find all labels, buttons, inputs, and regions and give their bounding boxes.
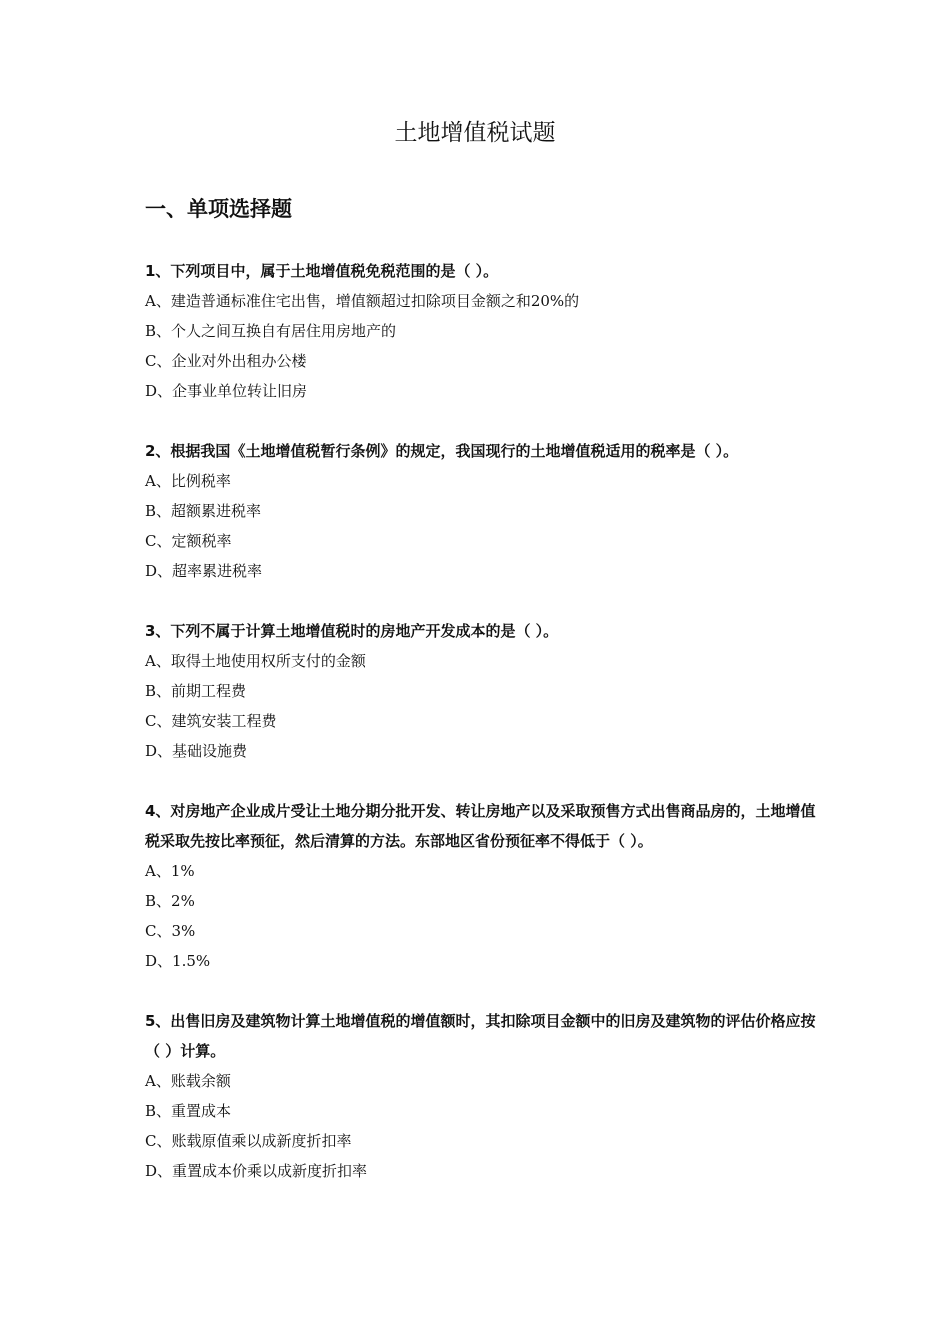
question-5 bbox=[145, 1006, 825, 1186]
option-c: C、定额税率 bbox=[145, 532, 232, 550]
question-text: 1、下列项目中，属于土地增值税免税范围的是（ ）。 bbox=[145, 262, 499, 280]
option-a: A、账载余额 bbox=[145, 1072, 231, 1090]
question-list bbox=[145, 256, 825, 1216]
option-b: B、个人之间互换自有居住用房地产的 bbox=[145, 322, 397, 340]
option-c: C、3% bbox=[145, 922, 196, 940]
question-1 bbox=[145, 256, 825, 406]
question-text: 2、根据我国《土地增值税暂行条例》的规定，我国现行的土地增值税适用的税率是（ ）。 bbox=[145, 442, 739, 460]
option-a: A、1% bbox=[145, 862, 195, 880]
option-d: D、重置成本价乘以成新度折扣率 bbox=[145, 1162, 368, 1180]
option-b: B、超额累进税率 bbox=[145, 502, 262, 520]
option-b: B、前期工程费 bbox=[145, 682, 247, 700]
option-c: C、账载原值乘以成新度折扣率 bbox=[145, 1132, 352, 1150]
option-d: D、企事业单位转让旧房 bbox=[145, 382, 308, 400]
question-4 bbox=[145, 796, 825, 976]
question-3 bbox=[145, 616, 825, 766]
option-c: C、建筑安装工程费 bbox=[145, 712, 277, 730]
option-a: A、取得土地使用权所支付的金额 bbox=[145, 652, 366, 670]
option-a: A、比例税率 bbox=[145, 472, 231, 490]
option-a: A、建造普通标准住宅出售，增值额超过扣除项目金额之和20%的 bbox=[145, 292, 580, 310]
document-title: 土地增值税试题 bbox=[394, 120, 556, 146]
question-2 bbox=[145, 436, 825, 586]
option-b: B、2% bbox=[145, 892, 195, 910]
question-text: 5、出售旧房及建筑物计算土地增值税的增值额时，其扣除项目金额中的旧房及建筑物的评估价格应按（ ）计算。 bbox=[145, 1012, 816, 1060]
section-heading: 一、单项选择题 bbox=[145, 197, 292, 221]
option-d: D、超率累进税率 bbox=[145, 562, 263, 580]
question-text: 4、对房地产企业成片受让土地分期分批开发、转让房地产以及采取预售方式出售商品房的，土地增值税采取先按比率预征，然后清算的方法。东部地区省份预征率不得低于（ ）。 bbox=[145, 802, 816, 850]
option-c: C、企业对外出租办公楼 bbox=[145, 352, 307, 370]
option-d: D、1.5% bbox=[145, 952, 211, 970]
question-text: 3、下列不属于计算土地增值税时的房地产开发成本的是（ ）。 bbox=[145, 622, 559, 640]
option-b: B、重置成本 bbox=[145, 1102, 232, 1120]
option-d: D、基础设施费 bbox=[145, 742, 248, 760]
